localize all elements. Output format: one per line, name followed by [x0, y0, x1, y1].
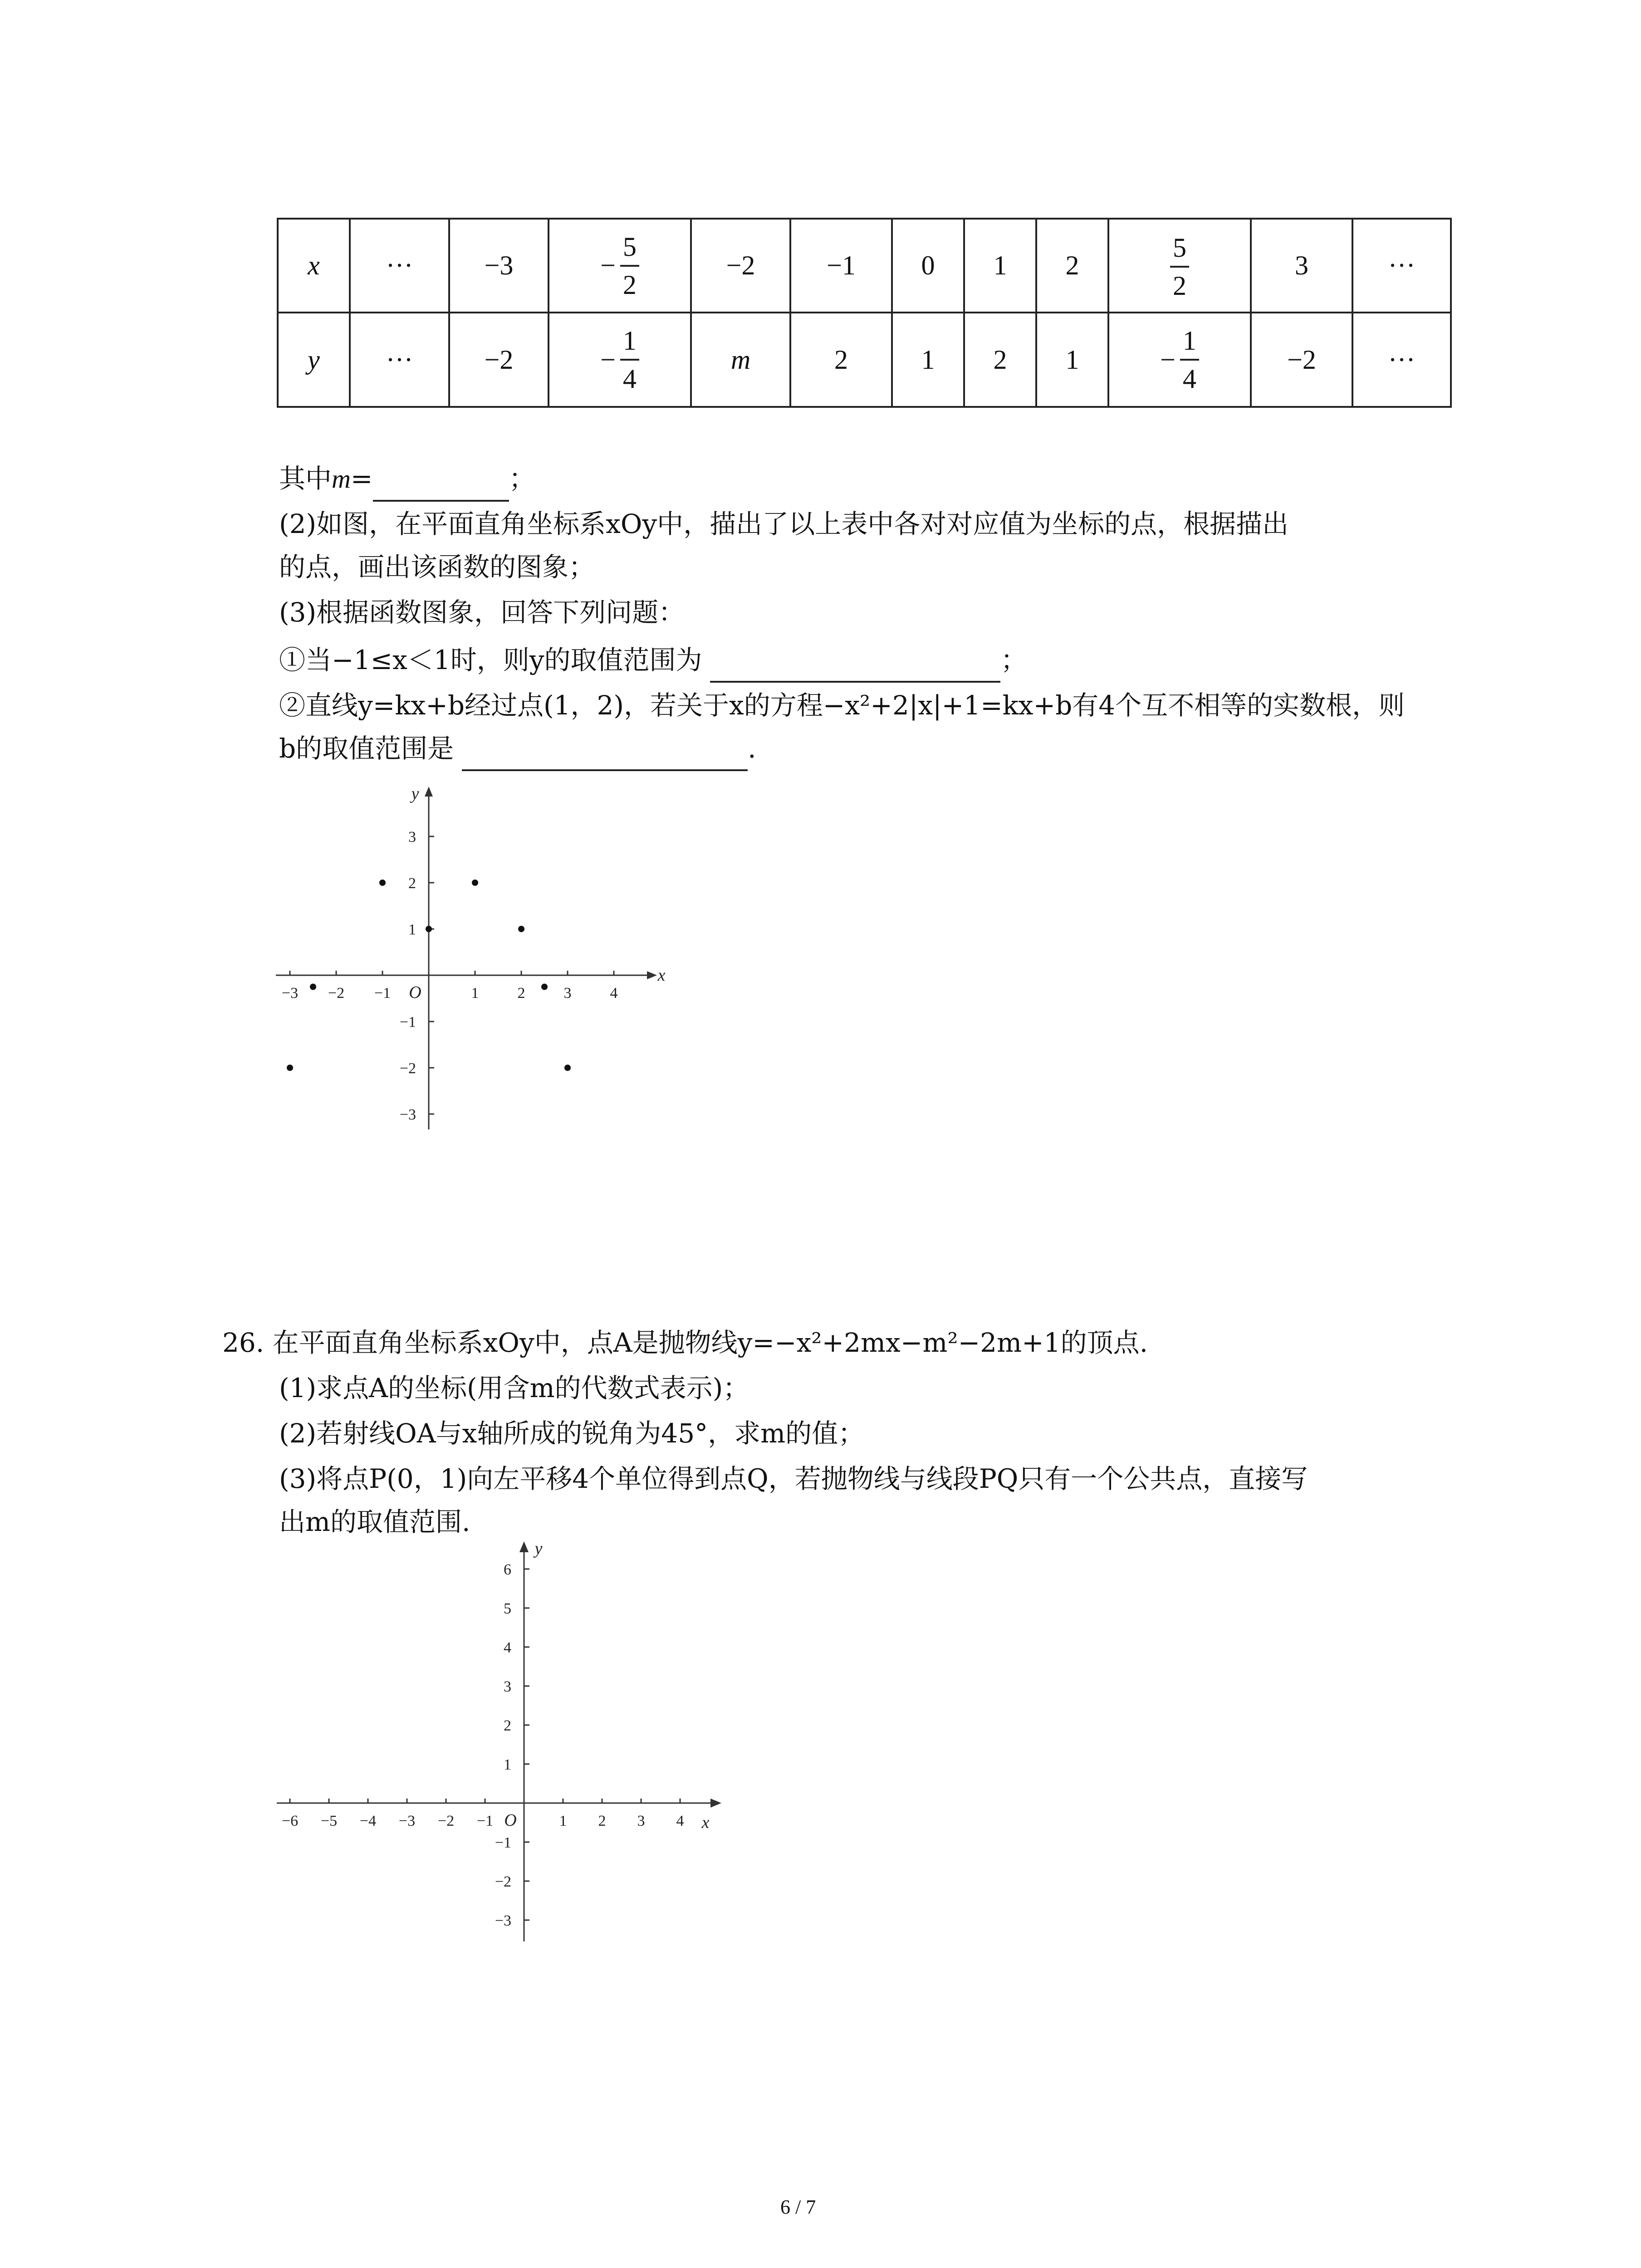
- y-row-cell-3: [549, 313, 691, 407]
- y-row-cell-5: 2: [790, 313, 892, 407]
- fraction-numerator: 5: [622, 231, 637, 262]
- y-axis-label: y: [534, 1539, 543, 1558]
- y-axis-label: y: [411, 785, 419, 803]
- y-tick-label: 5: [504, 1600, 511, 1617]
- q26-stem-line: [222, 1320, 1148, 1365]
- x-axis-label: x: [657, 966, 666, 985]
- fraction-denominator: 4: [1180, 359, 1199, 392]
- y-tick-label: 2: [504, 1717, 511, 1734]
- x-tick-label: 4: [610, 985, 618, 1002]
- plot-point: [310, 984, 316, 990]
- fraction-numerator: 1: [1182, 326, 1196, 356]
- x-tick-label: −5: [320, 1813, 338, 1829]
- q26-part2: (2)若射线OA与x轴所成的锐角为45°，求m的值；: [279, 1418, 865, 1449]
- fraction: [600, 327, 639, 392]
- y-row-cell-8: 1: [1036, 313, 1108, 407]
- x-row-cell-11: ···: [1352, 219, 1451, 313]
- x-row-cell-2: −3: [449, 219, 549, 313]
- x-tick-label: 1: [559, 1813, 567, 1829]
- fraction-sign: −: [1160, 344, 1176, 375]
- y-row-cell-9: [1108, 313, 1251, 407]
- q26-stem: 在平面直角坐标系xOy中，点A是抛物线y=−x²+2mx−m²−2m+1的顶点.: [272, 1327, 1148, 1358]
- fraction-denominator: 4: [620, 359, 639, 392]
- q26-part3-line1: (3)将点P(0，1)向左平移4个单位得到点Q，若抛物线与线段PQ只有一个公共点，直接写: [279, 1463, 1308, 1494]
- fraction-denominator: 2: [620, 265, 639, 298]
- y-axis-arrow: [425, 787, 433, 797]
- y-tick-label: 1: [408, 921, 416, 938]
- x-axis-arrow: [647, 971, 657, 979]
- plot-point: [472, 880, 478, 886]
- x-tick-label: 2: [598, 1813, 606, 1829]
- fraction: [1170, 234, 1189, 299]
- plot-point: [426, 926, 432, 932]
- y-row-cell-7: 2: [964, 313, 1036, 407]
- x-tick-label: 3: [563, 985, 572, 1002]
- x-tick-label: −1: [476, 1813, 494, 1829]
- y-tick-label: 4: [504, 1639, 511, 1656]
- q25-part3-item2-line2: b的取值范围是 .: [279, 726, 756, 771]
- fraction: [600, 233, 639, 298]
- y-row-cell-4: m: [691, 313, 790, 407]
- answer-blank-m[interactable]: [373, 468, 509, 502]
- plot-point: [541, 984, 548, 990]
- x-row-cell-6: 0: [892, 219, 964, 313]
- value-table: [277, 218, 1452, 408]
- y-tick-label: −1: [495, 1834, 511, 1851]
- y-tick-label: 6: [504, 1561, 511, 1578]
- y-row-cell-0: y: [278, 313, 350, 407]
- fraction-denominator: 2: [1170, 266, 1189, 299]
- q25-part3-item1: ①当−1≤x＜1时，则y的取值范围为 ；: [279, 637, 1027, 683]
- origin-label: O: [409, 983, 421, 1002]
- x-tick-label: 3: [637, 1813, 645, 1829]
- m-question-line: 其中m= ；: [279, 456, 535, 502]
- x-row-cell-8: 2: [1036, 219, 1108, 313]
- page-number: 6 / 7: [780, 2196, 816, 2218]
- fraction-numerator: 5: [1173, 232, 1186, 263]
- x-row-cell-10: 3: [1251, 219, 1352, 313]
- plot-point: [564, 1065, 571, 1071]
- coordinate-graph-q25: [272, 785, 671, 1134]
- x-axis-label: x: [701, 1813, 710, 1832]
- fraction-sign: −: [600, 250, 616, 280]
- plot-point: [287, 1065, 293, 1071]
- x-axis-arrow: [710, 1799, 721, 1808]
- fraction-numerator: 1: [622, 326, 637, 356]
- table-row-x: [278, 219, 1451, 313]
- x-tick-label: −3: [398, 1813, 416, 1829]
- y-row-cell-1: ···: [350, 313, 449, 407]
- x-row-cell-3: [549, 219, 691, 313]
- x-row-cell-0: x: [278, 219, 350, 313]
- fraction-sign: −: [600, 344, 616, 375]
- y-tick-label: −1: [399, 1014, 416, 1031]
- y-row-cell-10: −2: [1251, 313, 1352, 407]
- y-tick-label: −3: [495, 1912, 511, 1929]
- x-tick-label: −3: [281, 985, 299, 1002]
- x-row-cell-9: [1108, 219, 1251, 313]
- x-tick-label: −1: [374, 985, 391, 1002]
- y-tick-label: −3: [399, 1106, 416, 1123]
- x-tick-label: −2: [328, 985, 345, 1002]
- y-tick-label: −2: [399, 1060, 416, 1077]
- x-row-cell-1: ···: [350, 219, 449, 313]
- y-row-cell-11: ···: [1352, 313, 1451, 407]
- x-row-cell-4: −2: [691, 219, 790, 313]
- q25-part3-item2: ②直线y=kx+b经过点(1，2)，若关于x的方程−x²+2|x|+1=kx+b有4个互不相等的实数根，则: [279, 690, 1405, 721]
- q26-part3-line2: 出m的取值范围.: [279, 1506, 470, 1537]
- fraction: [1160, 327, 1199, 392]
- answer-blank-y-range[interactable]: [710, 649, 1000, 683]
- plot-point: [518, 926, 524, 932]
- x-tick-label: 2: [517, 985, 525, 1002]
- y-tick-label: 2: [408, 875, 416, 892]
- x-tick-label: −4: [359, 1813, 377, 1829]
- y-tick-label: 3: [504, 1678, 511, 1695]
- answer-blank-b-range[interactable]: [462, 738, 748, 771]
- q25-part2-line2: 的点，画出该函数的图象；: [279, 552, 595, 582]
- x-tick-label: 4: [676, 1813, 684, 1829]
- q25-part2-line1: (2)如图，在平面直角坐标系xOy中，描出了以上表中各对对应值为坐标的点，根据描出: [279, 508, 1289, 539]
- question-number: 26.: [222, 1327, 265, 1358]
- q26-part1: (1)求点A的坐标(用含m的代数式表示)；: [279, 1373, 749, 1403]
- plot-point: [379, 880, 386, 886]
- y-row-cell-2: −2: [449, 313, 549, 407]
- y-tick-label: 1: [504, 1756, 511, 1773]
- x-tick-label: −2: [437, 1813, 455, 1829]
- y-row-cell-6: 1: [892, 313, 964, 407]
- x-row-cell-7: 1: [964, 219, 1036, 313]
- coordinate-graph-q26: [272, 1538, 726, 1946]
- x-tick-label: −6: [281, 1813, 299, 1829]
- y-axis-arrow: [519, 1541, 529, 1552]
- y-tick-label: −2: [495, 1873, 511, 1890]
- origin-label: O: [504, 1811, 517, 1830]
- y-tick-label: 3: [408, 829, 416, 846]
- x-row-cell-5: −1: [790, 219, 892, 313]
- table-row-y: [278, 313, 1451, 407]
- x-tick-label: 1: [471, 985, 479, 1002]
- q25-part3: (3)根据函数图象，回答下列问题：: [279, 597, 685, 628]
